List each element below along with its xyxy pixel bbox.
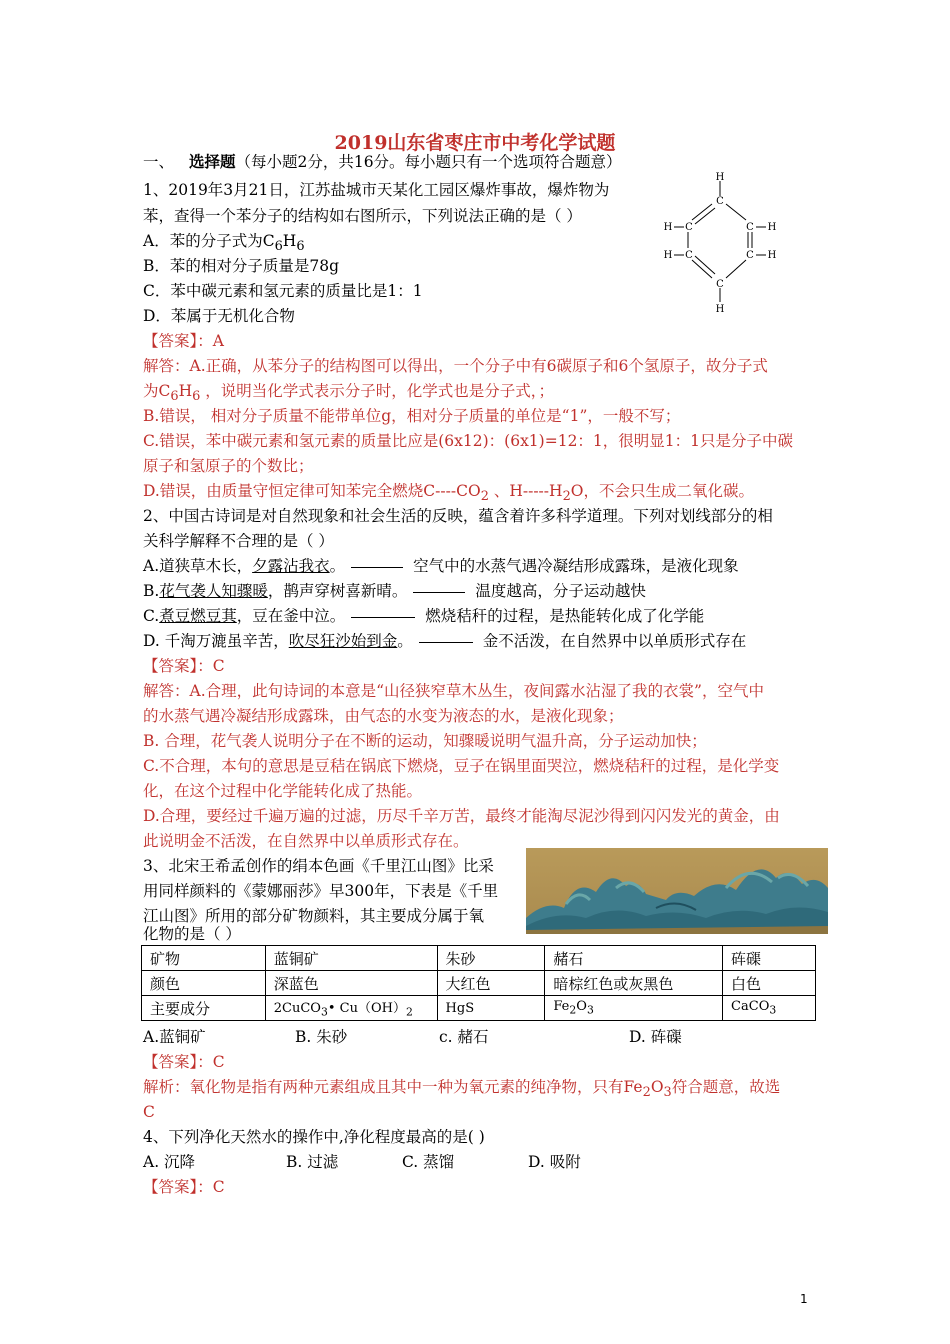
carbon-atom: C (716, 279, 724, 290)
q3-stem-line3: 江山图》所用的部分矿物颜料，其主要成分属于氧 (143, 907, 485, 925)
table-cell: 赭石 (545, 946, 723, 971)
table-cell: 朱砂 (437, 946, 545, 971)
q2-option-c: C.煮豆燃豆萁，豆在釜中泣。 燃烧秸秆的过程，是热能转化成了化学能 (143, 607, 705, 625)
q2-explanation-7: 此说明金不活泼，在自然界中以单质形式存在。 (143, 832, 469, 850)
table-cell: HgS (437, 996, 545, 1021)
q4-stem: 4、下列净化天然水的操作中,净化程度最高的是( ) (143, 1128, 485, 1146)
table-cell: CaCO$_3$ (723, 996, 816, 1021)
hydrogen-atom: H (715, 172, 725, 183)
q4-options: A. 沉降 B. 过滤 C. 蒸馏 D. 吸附 (143, 1153, 581, 1171)
carbon-atom: C (685, 222, 693, 233)
table-row (142, 996, 816, 1021)
hydrogen-atom: H (767, 250, 777, 261)
carbon-atom: C (716, 196, 724, 207)
q1-explanation-1: 解答：A.正确，从苯分子的结构图可以得出，一个分子中有6碳原子和6个氢原子，故分子式 (143, 357, 768, 375)
table-cell: 暗棕红色或灰黑色 (545, 971, 723, 996)
q2-stem-line2: 关科学解释不合理的是（ ） (143, 532, 334, 550)
table-cell: 大红色 (437, 971, 545, 996)
table-cell: 主要成分 (142, 996, 266, 1021)
q3-stem-line4: 化物的是（ ） (143, 925, 241, 943)
table-cell: 蓝铜矿 (265, 946, 437, 971)
table-cell: 深蓝色 (265, 971, 437, 996)
q2-explanation-4: C.不合理，本句的意思是豆秸在锅底下燃烧，豆子在锅里面哭泣，燃烧秸秆的过程，是化学变 (143, 757, 780, 775)
q2-explanation-5: 化，在这个过程中化学能转化成了热能。 (143, 782, 423, 800)
q2-stem-line1: 2、中国古诗词是对自然现象和社会生活的反映，蕴含着许多科学道理。下列对划线部分的相 (143, 507, 773, 525)
q3-explanation-1: 解析：氧化物是指有两种元素组成且其中一种为氧元素的纯净物，只有$Fe_2O_3$符合题意，故选 (143, 1078, 781, 1101)
q1-explanation-6: D.错误，由质量守恒定律可知苯完全燃烧$C----CO_2$ 、$H-----H_2O$，不会只生成二氧化碳。 (143, 482, 754, 505)
q1-answer: 【答案】：A (143, 332, 224, 350)
q1-explanation-3: B.错误， 相对分子质量不能带单位g，相对分子质量的单位是“1”，一般不写； (143, 407, 681, 425)
q1-option-a: A．苯的分子式为$C_6H_6$ (143, 232, 305, 255)
q2-explanation-1: 解答：A.合理，此句诗词的本意是“山径狭窄草木丛生，夜间露水沾湿了我的衣裳”，空气中 (143, 682, 764, 700)
q1-explanation-5: 原子和氢原子的个数比； (143, 457, 314, 475)
carbon-atom: C (685, 250, 693, 261)
q1-explanation-2: 为$C_6H_6$ ，说明当化学式表示分子时，化学式也是分子式，； (143, 382, 555, 405)
carbon-atom: C (746, 250, 754, 261)
q2-explanation-6: D.合理，要经过千遍万遍的过滤，历尽千辛万苦，最终才能淘尽泥沙得到闪闪发光的黄金，由 (143, 807, 780, 825)
q3-explanation-2: C (143, 1103, 155, 1121)
hydrogen-atom: H (663, 250, 673, 261)
dash-line (351, 567, 403, 568)
table-cell: 矿物 (142, 946, 266, 971)
table-cell: $Fe_2O_3$ (545, 996, 723, 1021)
carbon-atom: C (746, 222, 754, 233)
hydrogen-atom: H (767, 222, 777, 233)
table-cell: 白色 (723, 971, 816, 996)
hydrogen-atom: H (715, 304, 725, 315)
q1-option-b: B．苯的相对分子质量是78g (143, 257, 340, 275)
landscape-painting-image (526, 848, 828, 934)
q1-stem-line2: 苯，查得一个苯分子的结构如右图所示，下列说法正确的是（ ） (143, 207, 582, 225)
table-cell: 砗磲 (723, 946, 816, 971)
table-cell: 2CuCO$_3$• $Cu(OH)_2$ (265, 996, 437, 1021)
q1-explanation-4: C.错误，苯中碳元素和氢元素的质量比应是(6x12)：(6x1)=12：1，很明显1：1只是分子中碳 (143, 432, 794, 450)
table-row (142, 971, 816, 996)
q1-option-c: C．苯中碳元素和氢元素的质量比是1：1 (143, 282, 423, 300)
q2-option-d: D. 千淘万漉虽辛苦，吹尽狂沙始到金。 金不活泼，在自然界中以单质形式存在 (143, 632, 747, 650)
dash-line (419, 642, 473, 643)
section-heading: 一、 选择题（每小题2分，共16分。每小题只有一个选项符合题意） (143, 152, 622, 171)
q1-option-d: D．苯属于无机化合物 (143, 307, 295, 325)
q3-stem-line2: 用同样颜料的《蒙娜丽莎》早300年，下表是《千里 (143, 882, 499, 900)
page-number: 1 (800, 1292, 808, 1306)
benzene-structure-diagram (656, 168, 786, 316)
dash-line (351, 617, 415, 618)
table-row (142, 946, 816, 971)
mineral-pigment-table (141, 945, 816, 1021)
page-title: 2019山东省枣庄市中考化学试题 (334, 132, 616, 154)
q1-stem-line1: 1、2019年3月21日，江苏盐城市天某化工园区爆炸事故，爆炸物为 (143, 181, 610, 199)
q3-stem-line1: 3、北宋王希孟创作的绢本色画《千里江山图》比采 (143, 857, 494, 875)
table-cell: 颜色 (142, 971, 266, 996)
q4-answer: 【答案】：C (143, 1178, 225, 1196)
q2-explanation-2: 的水蒸气遇冷凝结形成露珠，由气态的水变为液态的水，是液化现象； (143, 707, 624, 725)
q3-answer: 【答案】：C (143, 1053, 225, 1071)
q3-options: A.蓝铜矿 B. 朱砂 c. 赭石 D. 砗磲 (143, 1028, 682, 1046)
q2-explanation-3: B. 合理，花气袭人说明分子在不断的运动，知骤暖说明气温升高，分子运动加快； (143, 732, 707, 750)
dash-line (413, 592, 465, 593)
q2-option-a: A.道狭草木长，夕露沾我衣。 空气中的水蒸气遇冷凝结形成露珠，是液化现象 (143, 557, 739, 575)
hydrogen-atom: H (663, 222, 673, 233)
q2-answer: 【答案】：C (143, 657, 225, 675)
q2-option-b: B.花气袭人知骤暖，鹊声穿树喜新晴。 温度越高，分子运动越快 (143, 582, 646, 600)
